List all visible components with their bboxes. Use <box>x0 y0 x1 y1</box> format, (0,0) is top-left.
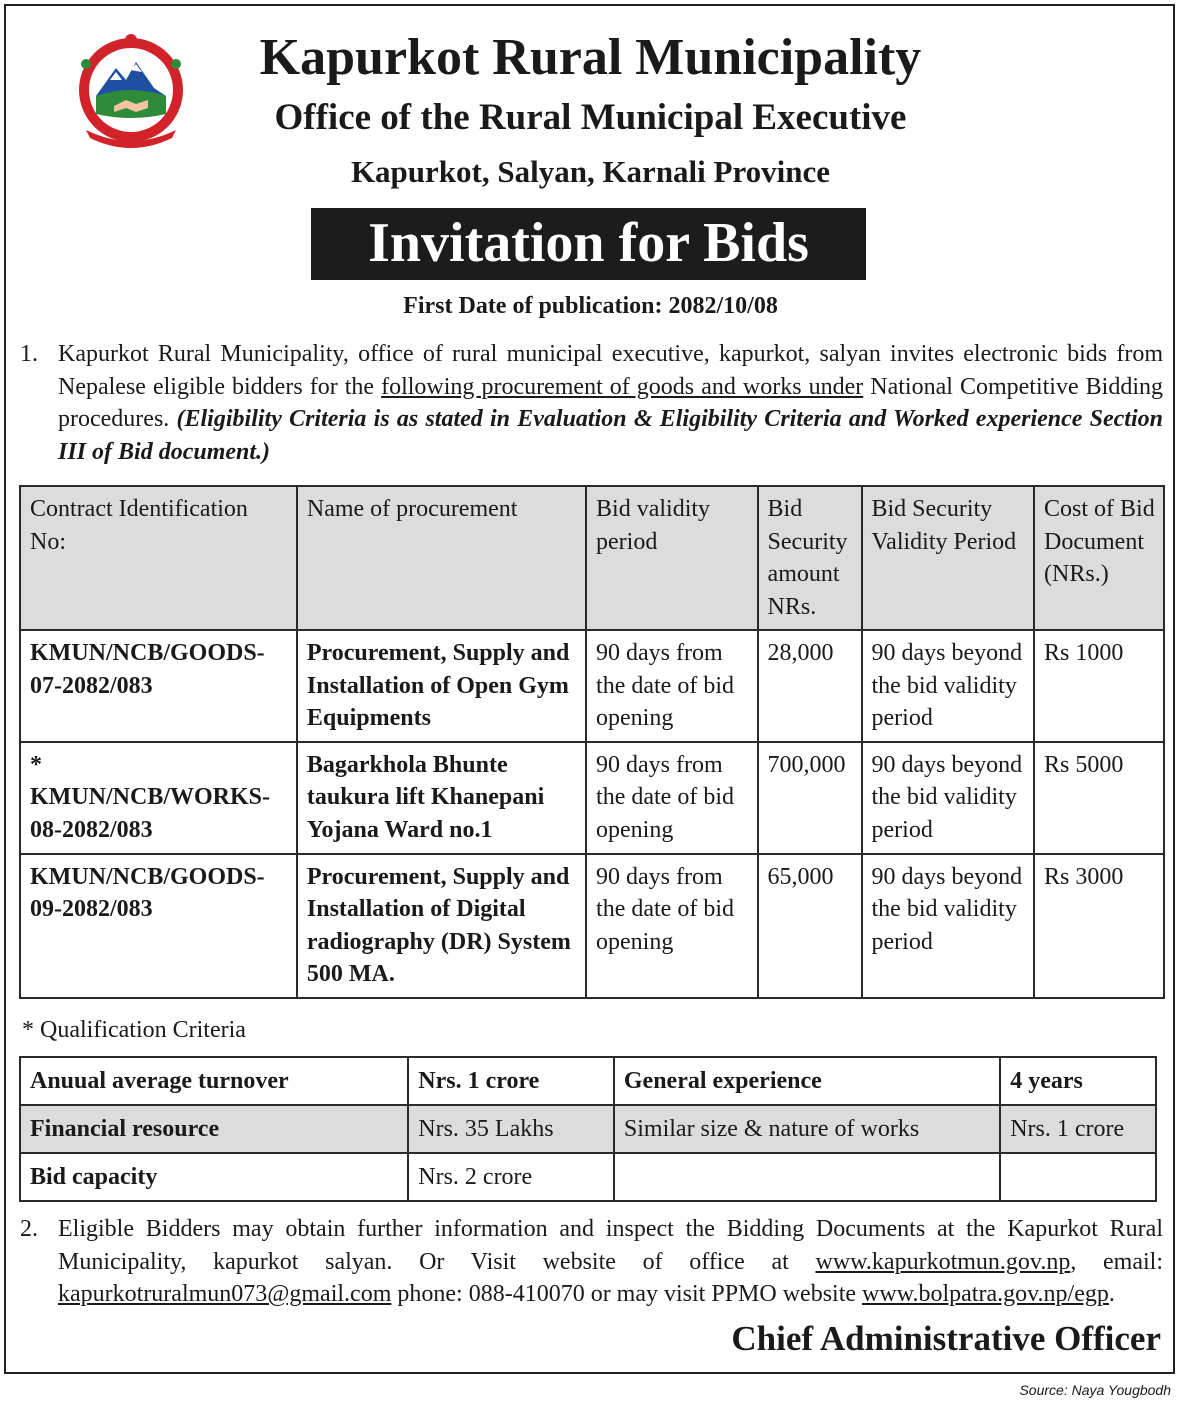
info-text-b: , email: <box>1070 1248 1164 1275</box>
bid-security: 28,000 <box>758 630 862 742</box>
criteria-label <box>614 1153 1000 1201</box>
procurement-name: Procurement, Supply and Installation of Open Gym Equipments <box>297 630 586 742</box>
bid-validity: 90 days from the date of bid opening <box>586 742 758 854</box>
procurement-table <box>19 485 1165 999</box>
email-link[interactable]: kapurkotruralmun073@gmail.com <box>58 1281 392 1307</box>
criteria-value <box>1000 1153 1156 1201</box>
criteria-label: General experience <box>614 1057 1000 1105</box>
criteria-value: Nrs. 1 crore <box>408 1057 614 1105</box>
info-paragraph <box>20 1213 1163 1311</box>
criteria-label: Bid capacity <box>20 1153 408 1201</box>
eligibility-note: (Eligibility Criteria is as stated in Evaluation & Eligibility Criteria and Worked experience Section III of Bid document.) <box>58 406 1163 465</box>
intro-text-b: National Competitive Bidding procedures. <box>58 373 1163 432</box>
bid-security: 65,000 <box>758 854 862 998</box>
table-row <box>20 742 1164 854</box>
qualification-row <box>20 1057 1156 1105</box>
doc-cost: Rs 1000 <box>1034 630 1164 742</box>
contract-id: KMUN/NCB/GOODS-07-2082/083 <box>20 630 297 742</box>
table-header-row <box>20 486 1164 630</box>
info-text-a: Eligible Bidders may obtain further information and inspect the Bidding Documents at the Kapurkot Rural Municipality, kapurkot salyan. Or Visit website of office at <box>58 1216 1163 1275</box>
procurement-name: Procurement, Supply and Installation of Digital radiography (DR) System 500 MA. <box>297 854 586 998</box>
ppmo-link[interactable]: www.bolpatra.gov.np/egp <box>862 1281 1109 1307</box>
signatory-title: Chief Administrative Officer <box>731 1319 1161 1358</box>
header-bid-validity: Bid validity period <box>586 486 758 630</box>
header-bid-security: Bid Security amount NRs. <box>758 486 862 630</box>
header-contract-id: Contract Identification No: <box>20 486 297 630</box>
info-text-d: . <box>1108 1281 1115 1307</box>
header-security-validity: Bid Security Validity Period <box>862 486 1035 630</box>
municipality-title: Kapurkot Rural Municipality <box>259 29 922 86</box>
qualification-table <box>19 1056 1157 1202</box>
criteria-value: 4 years <box>1000 1057 1156 1105</box>
header-doc-cost: Cost of Bid Document (NRs.) <box>1034 486 1164 630</box>
intro-paragraph <box>20 338 1163 468</box>
table-row <box>20 854 1164 998</box>
info-text <box>58 1213 1163 1311</box>
publication-date: First Date of publication: 2082/10/08 <box>403 293 778 319</box>
table-row <box>20 630 1164 742</box>
criteria-label: Similar size & nature of works <box>614 1105 1000 1153</box>
qualification-row <box>20 1153 1156 1201</box>
doc-cost: Rs 5000 <box>1034 742 1164 854</box>
qualification-label: * Qualification Criteria <box>22 1017 246 1043</box>
criteria-label: Financial resource <box>20 1105 408 1153</box>
bid-validity: 90 days from the date of bid opening <box>586 854 758 998</box>
security-validity: 90 days beyond the bid validity period <box>862 854 1035 998</box>
paragraph-number: 1. <box>20 341 38 367</box>
qualification-row <box>20 1105 1156 1153</box>
header-procurement-name: Name of procurement <box>297 486 586 630</box>
address-line: Kapurkot, Salyan, Karnali Province <box>350 154 831 189</box>
office-title: Office of the Rural Municipal Executive <box>274 97 907 138</box>
criteria-label: Anuual average turnover <box>20 1057 408 1105</box>
intro-text <box>58 338 1163 468</box>
info-text-c: phone: 088-410070 or may visit PPMO website <box>391 1281 863 1307</box>
criteria-value: Nrs. 2 crore <box>408 1153 614 1201</box>
intro-text-a: Kapurkot Rural Municipality, office of rural municipal executive, kapurkot, salyan invites electronic bids from Nepalese eligible bidders for the <box>58 341 1163 400</box>
criteria-value: Nrs. 35 Lakhs <box>408 1105 614 1153</box>
bid-security: 700,000 <box>758 742 862 854</box>
security-validity: 90 days beyond the bid validity period <box>862 742 1035 854</box>
source-credit: Source: Naya Yougbodh <box>1019 1382 1171 1398</box>
paragraph-number: 2. <box>20 1216 38 1242</box>
notice-title-banner: Invitation for Bids <box>311 208 866 280</box>
contract-id: * KMUN/NCB/WORKS-08-2082/083 <box>20 742 297 854</box>
doc-cost: Rs 3000 <box>1034 854 1164 998</box>
security-validity: 90 days beyond the bid validity period <box>862 630 1035 742</box>
bid-validity: 90 days from the date of bid opening <box>586 630 758 742</box>
website-link[interactable]: www.kapurkotmun.gov.np <box>815 1248 1071 1275</box>
intro-text-underlined: following procurement of goods and works under <box>381 373 864 400</box>
contract-id: KMUN/NCB/GOODS-09-2082/083 <box>20 854 297 998</box>
procurement-name: Bagarkhola Bhunte taukura lift Khanepani Yojana Ward no.1 <box>297 742 586 854</box>
criteria-value: Nrs. 1 crore <box>1000 1105 1156 1153</box>
